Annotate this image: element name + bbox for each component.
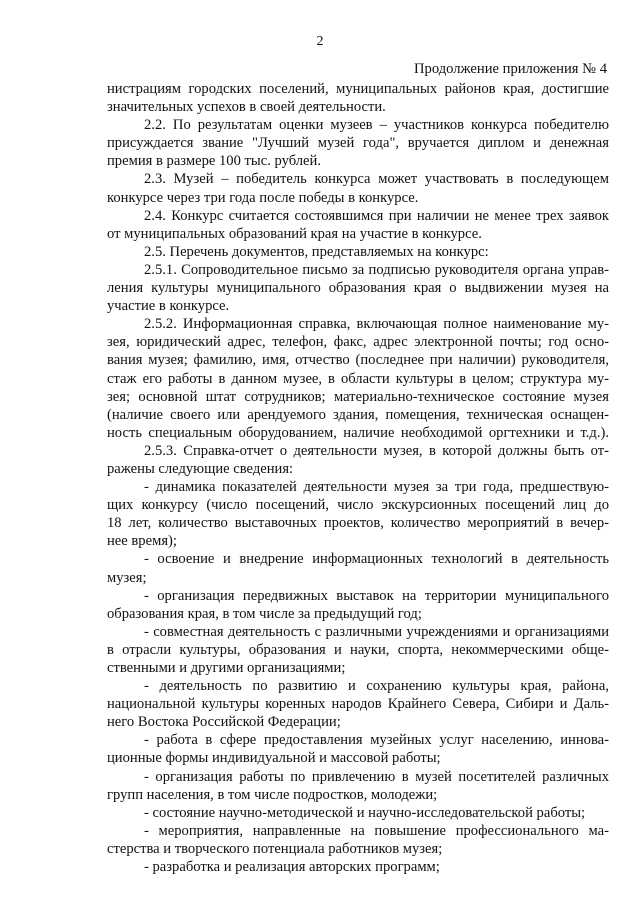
text-line: ционные формы индивидуальной и массовой работы;: [107, 750, 441, 767]
text-line: 2.3. Музей – победитель конкурса может участвовать в последующем: [144, 171, 609, 188]
text-line: ственными и другими организациями;: [107, 660, 346, 676]
text-line: 2.5.2. Информационная справка, включающая полное наименование му-: [144, 316, 609, 333]
text-line: значительных успехов в своей деятельности.: [107, 99, 386, 116]
text-line: 2.5.1. Сопроводительное письмо за подписью руководителя органа управ-: [144, 261, 609, 278]
text-line: - динамика показателей деятельности музея за три года, предшествую-: [144, 479, 609, 496]
text-line: (наличие своего или арендуемого здания, помещения, техническая оснащен-: [107, 406, 609, 423]
text-line: - деятельность по развитию и сохранению культуры края, района,: [144, 678, 609, 695]
text-line: нистрациям городских поселений, муниципальных районов края, достигшие: [107, 81, 609, 97]
text-line: него Востока Российской Федерации;: [107, 714, 341, 731]
text-line: ления культуры муниципального образования края о выдвижении музея на: [107, 280, 609, 297]
text-line: вания музея; фамилию, имя, отчество (последнее при наличии) руководителя,: [107, 352, 609, 369]
text-line: групп населения, в том числе подростков, молодежи;: [107, 786, 438, 803]
text-line: - освоение и внедрение информационных технологий в деятельность: [144, 551, 609, 568]
text-line: щих конкурсу (число посещений, число экскурсионных посещений лиц до: [107, 497, 609, 514]
text-line: - работа в сфере предоставления музейных услуг населению, иннова-: [144, 732, 609, 749]
text-line: зея, юридический адрес, телефон, факс, адрес электронной почты; год осно-: [107, 334, 609, 351]
text-line: присуждается звание "Лучший музей года", вручается диплом и денежная: [107, 135, 609, 152]
text-line: от муниципальных образований края на участие в конкурсе.: [107, 225, 482, 242]
text-line: 2.5. Перечень документов, представляемых на конкурс:: [144, 243, 489, 260]
document-body: [107, 80, 609, 876]
text-line: - организация работы по привлечению в музей посетителей различных: [144, 768, 609, 785]
text-line: зея; основной штат сотрудников; материально-техническое состояние музея: [107, 388, 609, 405]
appendix-continuation-header: Продолжение приложения № 4: [414, 61, 607, 77]
text-line: 2.5.3. Справка-отчет о деятельности музея, в которой должны быть от-: [144, 442, 609, 459]
text-line: - состояние научно-методической и научно-исследовательской работы;: [144, 804, 586, 821]
text-line: ражены следующие сведения:: [107, 460, 294, 477]
text-line: в отрасли культуры, образования и науки, спорта, некоммерческими обще-: [107, 641, 609, 658]
text-line: 2.4. Конкурс считается состоявшимся при наличии не менее трех заявок: [144, 207, 609, 224]
text-line: 2.2. По результатам оценки музеев – участников конкурса победителю: [144, 117, 609, 134]
text-line: - мероприятия, направленные на повышение профессионального ма-: [144, 822, 609, 839]
text-line: стаж его работы в данном музее, в области культуры в целом; структура му-: [107, 370, 609, 387]
text-line: национальной культуры коренных народов Крайнего Севера, Сибири и Даль-: [107, 696, 609, 713]
text-line: 18 лет, количество выставочных проектов, количество мероприятий в вечер-: [107, 515, 609, 532]
text-line: премия в размере 100 тыс. рублей.: [107, 153, 321, 170]
text-line: ность специальным оборудованием, наличие необходимой оргтехники и т.д.).: [107, 424, 609, 441]
text-line: - организация передвижных выставок на территории муниципального: [144, 587, 609, 604]
text-line: - совместная деятельность с различными учреждениями и организациями: [144, 623, 609, 640]
text-line: участие в конкурсе.: [107, 298, 230, 315]
text-line: стерства и творческого потенциала работников музея;: [107, 840, 443, 857]
text-line: - разработка и реализация авторских программ;: [144, 859, 440, 876]
page-number: 2: [316, 34, 324, 49]
text-line: музея;: [107, 569, 147, 586]
text-line: образования края, в том числе за предыдущий год;: [107, 605, 422, 622]
text-line: конкурсе через три года после победы в конкурсе.: [107, 189, 419, 206]
text-line: нее время);: [107, 533, 177, 550]
